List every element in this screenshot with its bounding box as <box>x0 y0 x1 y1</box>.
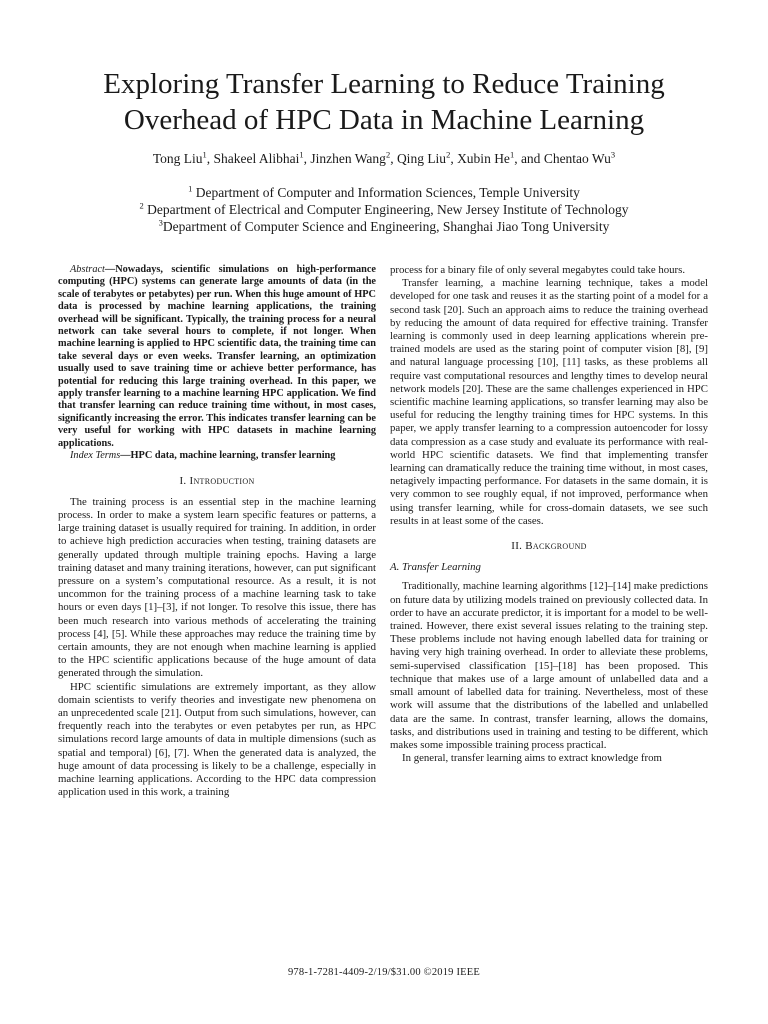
author-affil-mark: 2 <box>446 149 451 160</box>
paragraph-continued: process for a binary file of only several megabytes could take hours. <box>390 264 686 276</box>
author: Tong Liu <box>152 151 203 166</box>
index-terms-lead: Index Terms <box>70 450 121 462</box>
left-column <box>58 264 376 799</box>
author-separator: , <box>450 151 458 166</box>
author-affil-mark: 1 <box>509 149 515 160</box>
author-separator: , <box>303 151 311 166</box>
affiliation <box>40 201 728 218</box>
paragraph: HPC scientific simulations are extremely important, as they allow domain scientists to verify theories and investigate new phenomena on an unprecedented scale [21]. Output from such simulations, however, can frequently reach into the terabytes or even petabytes per run, as HPC simulations record large amounts of data in multiple dimensions (such as spatial and temporal) [6], [7]. When the generated data is analyzed, the huge amount of data processing is likely to be a challenge, especially in machine learning applications. According to the HPC data compression application used in this work, a training <box>58 680 376 799</box>
title-line-1: Exploring Transfer Learning to Reduce Training <box>103 68 665 100</box>
author: Chentao Wu <box>543 151 611 166</box>
affil-number: 2 <box>139 200 144 211</box>
affil-number: 3 <box>158 217 163 228</box>
author-separator: , <box>206 151 214 166</box>
section-heading-background: II. Background <box>511 540 587 553</box>
author: Jinzhen Wang <box>310 151 386 166</box>
index-terms-text: —HPC data, machine learning, transfer learning <box>120 450 336 462</box>
author-separator: , <box>390 151 397 166</box>
paragraph: Transfer learning, a machine learning technique, takes a model developed for one task and reuses it as the starting point of a model for a second task [20]. Such an approach aims to reduce the training overhead by reducing the amount of data required for effective training. Transfer learning is commonly used in deep learning applications wherein pre-trained models are used as the staring point of computer vision [8], [9] and natural language processing [10], [11] tasks, as these problems all require vast computational resources and lengthy times to develop neural network models [20]. These are the same challenges experienced in HPC scientific machine learning applications, so transfer learning may also be useful for reducing the lengthy training times for HPC systems. In this paper, we apply transfer learning to a compression autoencoder for lossy data compression as a case study and evaluate its performance with real-world HPC scientific datasets. We find that implementing transfer learning can dramatically reduce the training time without, in most cases, netagively impacting performance. For datasets in the same domain, it is very common to see roughly equal, if not improved, performance when using transfer learning, while for cross-domain datasets, we see such results in at least some of the cases. <box>390 277 708 527</box>
paragraph: In general, transfer learning aims to extract knowledge from <box>402 752 662 765</box>
author-list <box>40 150 728 168</box>
author-affil-mark: 2 <box>385 149 391 160</box>
author-affil-mark: 1 <box>299 149 304 160</box>
author-affil-mark: 3 <box>610 149 616 160</box>
author: Qing Liu <box>396 151 447 166</box>
author: Xubin He <box>457 151 510 166</box>
author-affil-mark: 1 <box>202 149 207 160</box>
affiliation-list <box>40 184 728 235</box>
abstract <box>58 264 376 450</box>
copyright-footer: 978-1-7281-4409-2/19/$31.00 ©2019 IEEE <box>287 967 480 978</box>
affiliation <box>40 218 728 235</box>
paragraph: The training process is an essential step in the machine learning process. In order to make a system learn specific features or patterns, a large training dataset is usually required for training. In addition, in order to achieve high prediction accuracies when testing, training datasets are generally updated through multiple training epochs. Having a large training dataset and many training iterations, however, can put significant pressure on a system’s computational resource. As a result, it is not uncommon for the training process of a machine learning task to take hours or even days [1]–[3], if not longer. To resolve this issue, there has been much research into various methods of accelerating the training process [4], [5]. While these approaches may reduce the training time by certain amounts, they are not enough when machine learning is applied to the HPC scientific applications because of the huge amount of data generated through the simulation. <box>58 495 376 680</box>
subsection-heading-transfer-learning: A. Transfer Learning <box>390 561 481 574</box>
affil-text: Department of Electrical and Computer Engineering, New Jersey Institute of Technology <box>143 202 629 217</box>
affil-text: Department of Computer Science and Engineering, Shanghai Jiao Tong University <box>162 219 610 234</box>
paragraph: Traditionally, machine learning algorithms [12]–[14] make predictions on future data by utilizing models trained on previously collected data. In order to have an accurate predictor, it is important for a model to be well-trained. However, there exist several issues relating to the training step. These problems include not having enough labelled data for training or having very high training overhead. In order to alleviate these problems, semi-supervised classification [15]–[18] has been proposed. This technique that makes use of a large amount of unlabelled data and a small amount of labelled data for training. Nevertheless, most of these work will assume that the distributions of the labelled and unlabelled data are the same. In contrast, transfer learning, allows the domains, tasks, and distributions used in training and testing to be different, which makes some impossible training process practical. <box>390 580 708 751</box>
index-terms <box>58 450 376 462</box>
affiliation <box>40 184 728 201</box>
right-column <box>390 264 708 765</box>
title-line-2: Overhead of HPC Data in Machine Learning <box>123 104 645 136</box>
section-heading-introduction: I. Introduction <box>179 474 255 487</box>
author: Shakeel Alibhai <box>213 151 300 166</box>
paper-title <box>40 66 728 138</box>
abstract-lead: Abstract <box>70 264 105 275</box>
affil-number: 1 <box>188 183 193 194</box>
abstract-text: —Nowadays, scientific simulations on high-performance computing (HPC) systems can generate large amounts of data (in the scale of terabytes or petabytes) per run. When this huge amount of HPC data is processed by machine learning applications, the training overhead will be significant. Typically, the training process for a neural network can take several hours to complete, if not longer. When machine learning is applied to HPC scientific data, the training time can take several days or even weeks. Transfer learning, an optimization usually used to save training time or achieve better performance, has potential for reducing this large training overhead. In this paper, we apply transfer learning to a machine learning HPC application. We find that transfer learning can reduce training time without, in most cases, significantly increasing the error. This indicates transfer learning can be very useful for working with HPC datasets in machine learning applications. <box>58 264 376 449</box>
author-separator-last: , and <box>514 151 544 166</box>
affil-text: Department of Computer and Information Sciences, Temple University <box>192 185 580 200</box>
